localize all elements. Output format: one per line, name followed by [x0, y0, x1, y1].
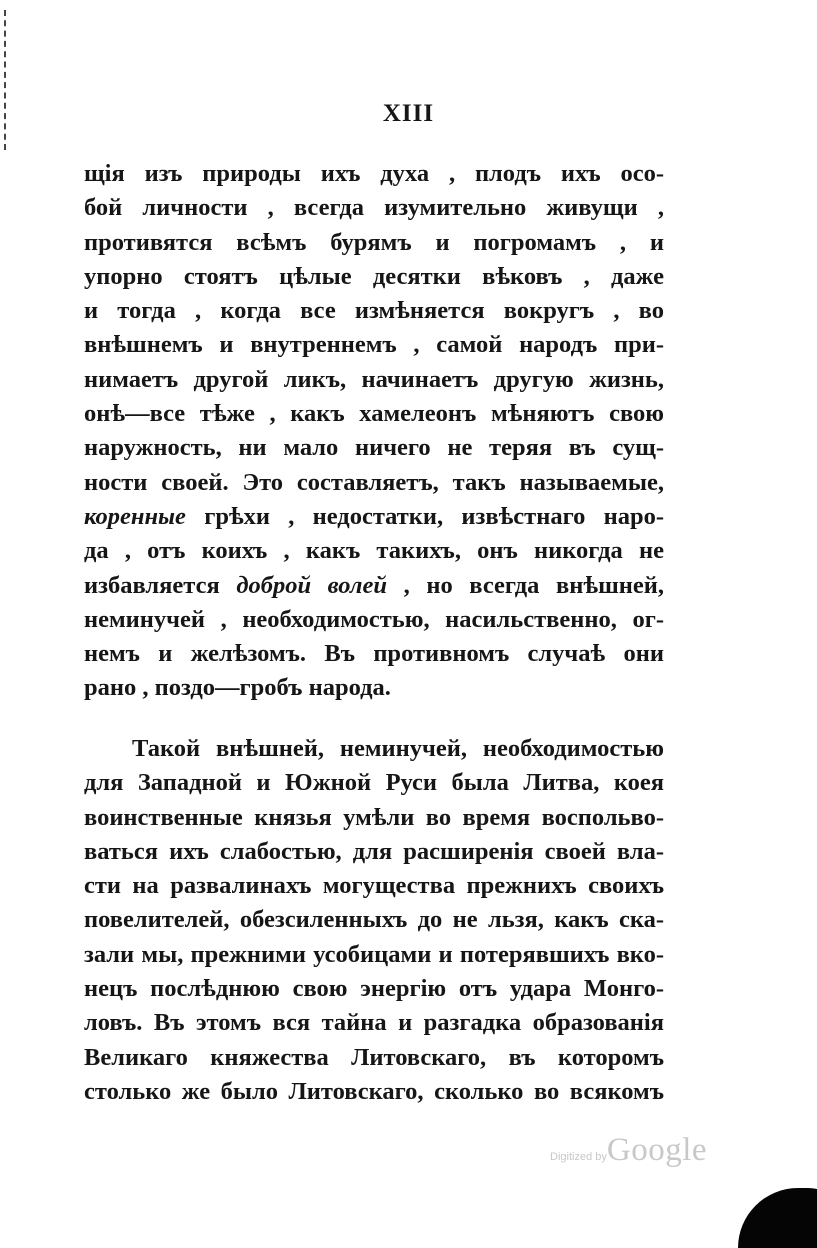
- text-line: нимаетъ другой ликъ, начинаетъ другую жизнь,: [84, 365, 664, 393]
- text-fragment: избавляется: [84, 571, 237, 599]
- text-line: немъ и желѣзомъ. Въ противномъ случаѣ они: [84, 640, 664, 668]
- watermark-small-text: Digitized by: [550, 1151, 607, 1163]
- scan-thumb-shadow: [738, 1188, 817, 1248]
- text-line: внѣшнемъ и внутреннемъ , самой народъ при-: [84, 331, 664, 359]
- text-line: ности своей. Это составляетъ, такъ называемые,: [84, 468, 664, 496]
- italic-term: коренные: [84, 502, 186, 530]
- text-line: для Западной и Южной Руси была Литва, коея: [84, 769, 664, 797]
- text-line: [84, 500, 664, 534]
- text-line: противятся всѣмъ бурямъ и погромамъ , и: [84, 228, 664, 256]
- text-line: и тогда , когда все измѣняется вокругъ , во: [84, 297, 664, 325]
- text-line: столько же было Литовскаго, сколько во всякомъ: [84, 1077, 664, 1105]
- text-line: зали мы, прежними усобицами и потерявшихъ вко-: [84, 940, 664, 968]
- text-line: онѣ—все тѣже , какъ хамелеонъ мѣняютъ свою: [84, 400, 664, 428]
- text-line: сти на развалинахъ могущества прежнихъ своихъ: [84, 872, 664, 900]
- italic-term: доброй волей: [236, 571, 388, 599]
- text-line: [84, 569, 664, 603]
- scan-edge-mark: [4, 10, 9, 150]
- text-line: рано , поздо—гробъ народа.: [84, 674, 391, 702]
- text-line: неминучей , необходимостью, насильственно, ог-: [84, 605, 664, 633]
- page-number: XIII: [382, 100, 435, 127]
- text-line: ловъ. Въ этомъ вся тайна и разгадка образованія: [84, 1009, 664, 1037]
- text-line: нецъ послѣднюю свою энергію отъ удара Монго-: [84, 975, 664, 1003]
- text-line: Великаго княжества Литовскаго, въ которомъ: [84, 1043, 664, 1071]
- text-line: Такой внѣшней, неминучей, необходимостью: [132, 735, 664, 762]
- text-fragment: , но всегда внѣшней,: [387, 571, 664, 599]
- text-line: щія изъ природы ихъ духа , плодъ ихъ осо-: [84, 160, 664, 187]
- paragraph-2: [84, 732, 664, 1109]
- text-line: упорно стоятъ цѣлые десятки вѣковъ , даже: [84, 262, 664, 290]
- text-line: да , отъ коихъ , какъ такихъ, онъ никогда не: [84, 537, 664, 565]
- text-line: повелителей, обезсиленныхъ до не льзя, какъ ска-: [84, 906, 664, 934]
- text-line: воинственные князья умѣли во время воспольво-: [84, 803, 664, 831]
- text-line: наружность, ни мало ничего не теряя въ сущ-: [84, 434, 664, 462]
- digitized-by-google-watermark: [550, 1132, 707, 1169]
- text-fragment: грѣхи , недостатки, извѣстнаго наро-: [185, 502, 664, 530]
- text-line: ваться ихъ слабостью, для расширенія своей вла-: [84, 837, 664, 865]
- paragraph-1: [84, 157, 664, 706]
- watermark-google-text: Google: [606, 1132, 708, 1168]
- text-line: бой личности , всегда изумительно живущи ,: [84, 194, 664, 222]
